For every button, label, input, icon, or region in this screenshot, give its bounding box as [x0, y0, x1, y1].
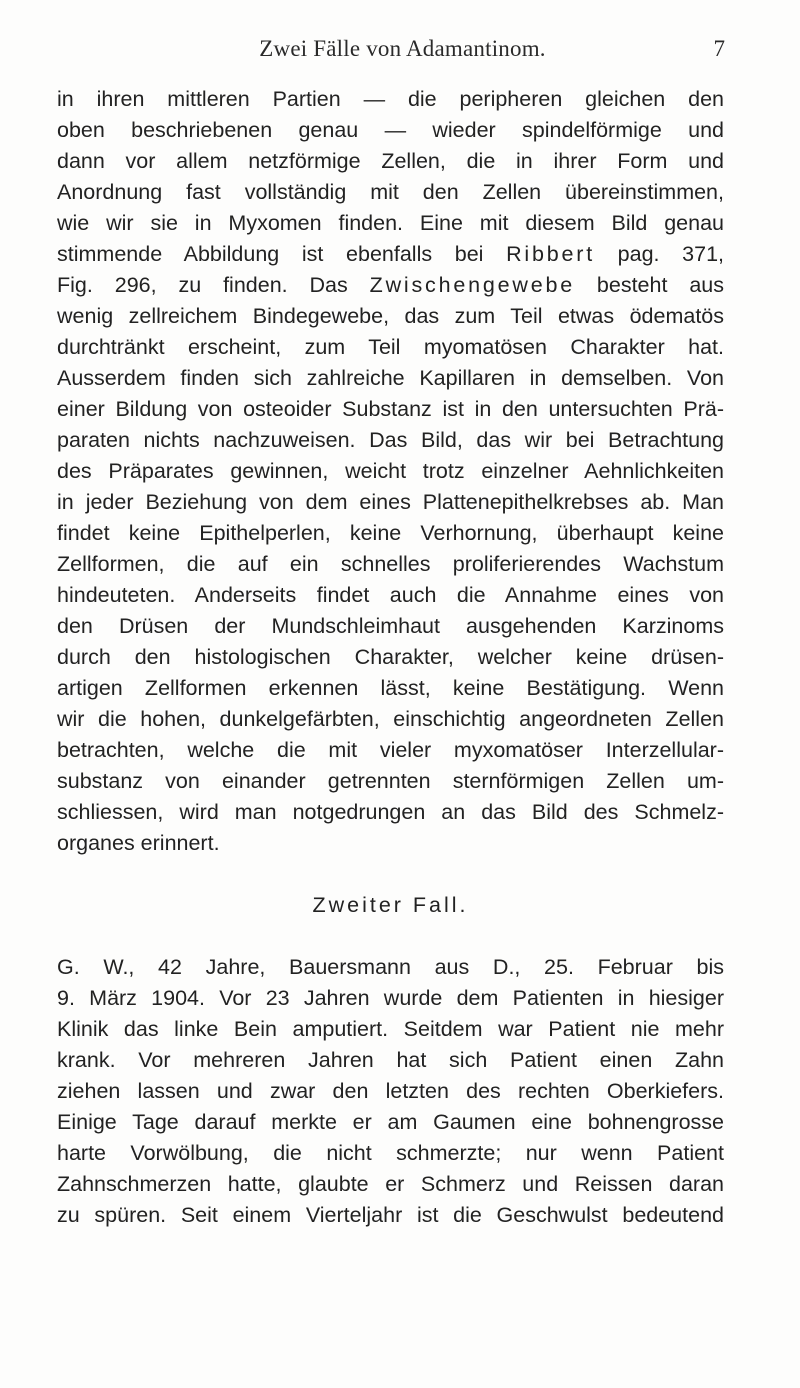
text-line: wie wir sie in Myxomen finden. Eine mit diesem Bild genau: [57, 211, 724, 235]
text-fragment: Fig. 296, zu finden. Das: [57, 273, 348, 297]
text-line: einer Bildung von osteoider Substanz ist in den untersuchten Prä-: [57, 397, 724, 421]
body-text: [57, 84, 724, 1231]
text-line: wenig zellreichem Bindegewebe, das zum Teil etwas ödematös: [57, 304, 724, 328]
text-line: Einige Tage darauf merkte er am Gaumen eine bohnengrosse: [57, 1110, 724, 1134]
text-line: harte Vorwölbung, die nicht schmerzte; nur wenn Patient: [57, 1141, 724, 1165]
text-line: Klinik das linke Bein amputiert. Seitdem war Patient nie mehr: [57, 1017, 724, 1041]
text-fragment: besteht aus: [596, 273, 724, 297]
text-line: den Drüsen der Mundschleimhaut ausgehenden Karzinoms: [57, 614, 724, 638]
text-line: in ihren mittleren Partien — die peripheren gleichen den: [57, 87, 724, 111]
text-line: zu spüren. Seit einem Vierteljahr ist die Geschwulst bedeutend: [57, 1203, 724, 1227]
text-line: wir die hohen, dunkelgefärbten, einschichtig angeordneten Zellen: [57, 707, 724, 731]
text-line: Anordnung fast vollständig mit den Zellen übereinstimmen,: [57, 180, 724, 204]
text-line: findet keine Epithelperlen, keine Verhornung, überhaupt keine: [57, 521, 724, 545]
text-line: hindeuteten. Anderseits findet auch die Annahme eines von: [57, 583, 724, 607]
text-line: Ausserdem finden sich zahlreiche Kapillaren in demselben. Von: [57, 366, 724, 390]
running-title: Zwei Fälle von Adamantinom.: [259, 36, 546, 61]
text-line: paraten nichts nachzuweisen. Das Bild, das wir bei Betrachtung: [57, 428, 724, 452]
text-fragment: stimmende Abbildung ist ebenfalls bei: [57, 242, 484, 266]
text-line: Zahnschmerzen hatte, glaubte er Schmerz und Reissen daran: [57, 1172, 724, 1196]
text-line: durch den histologischen Charakter, welcher keine drüsen-: [57, 645, 724, 669]
paragraph-1: [57, 84, 724, 859]
text-line: [57, 270, 724, 301]
text-line: schliessen, wird man notgedrungen an das Bild des Schmelz-: [57, 800, 724, 824]
text-line: in jeder Beziehung von dem eines Plattenepithelkrebses ab. Man: [57, 490, 724, 514]
text-line: 9. März 1904. Vor 23 Jahren wurde dem Patienten in hiesiger: [57, 986, 724, 1010]
text-line: durchtränkt erscheint, zum Teil myomatösen Charakter hat.: [57, 335, 724, 359]
text-line: substanz von einander getrennten sternförmigen Zellen um-: [57, 769, 724, 793]
section-heading: Zweiter Fall.: [312, 893, 469, 917]
emphasized-term: Zwischengewebe: [369, 273, 575, 297]
text-line: dann vor allem netzförmige Zellen, die in ihrer Form und: [57, 149, 724, 173]
text-fragment: pag. 371,: [617, 242, 725, 266]
text-line: betrachten, welche die mit vieler myxomatöser Interzellular-: [57, 738, 724, 762]
text-line: Zellformen, die auf ein schnelles proliferierendes Wachstum: [57, 552, 724, 576]
paragraph-2: [57, 952, 724, 1231]
text-line: ziehen lassen und zwar den letzten des rechten Oberkiefers.: [57, 1079, 724, 1103]
text-line: organes erinnert.: [57, 831, 220, 855]
page-number: 7: [713, 36, 725, 61]
text-line: [57, 239, 724, 270]
text-line: des Präparates gewinnen, weicht trotz einzelner Aehnlichkeiten: [57, 459, 724, 483]
running-head: [80, 36, 725, 70]
text-line: G. W., 42 Jahre, Bauersmann aus D., 25. Februar bis: [57, 955, 724, 979]
text-line: krank. Vor mehreren Jahren hat sich Patient einen Zahn: [57, 1048, 724, 1072]
author-name: Ribbert: [506, 242, 596, 266]
text-line: artigen Zellformen erkennen lässt, keine Bestätigung. Wenn: [57, 676, 724, 700]
text-line: oben beschriebenen genau — wieder spindelförmige und: [57, 118, 724, 142]
